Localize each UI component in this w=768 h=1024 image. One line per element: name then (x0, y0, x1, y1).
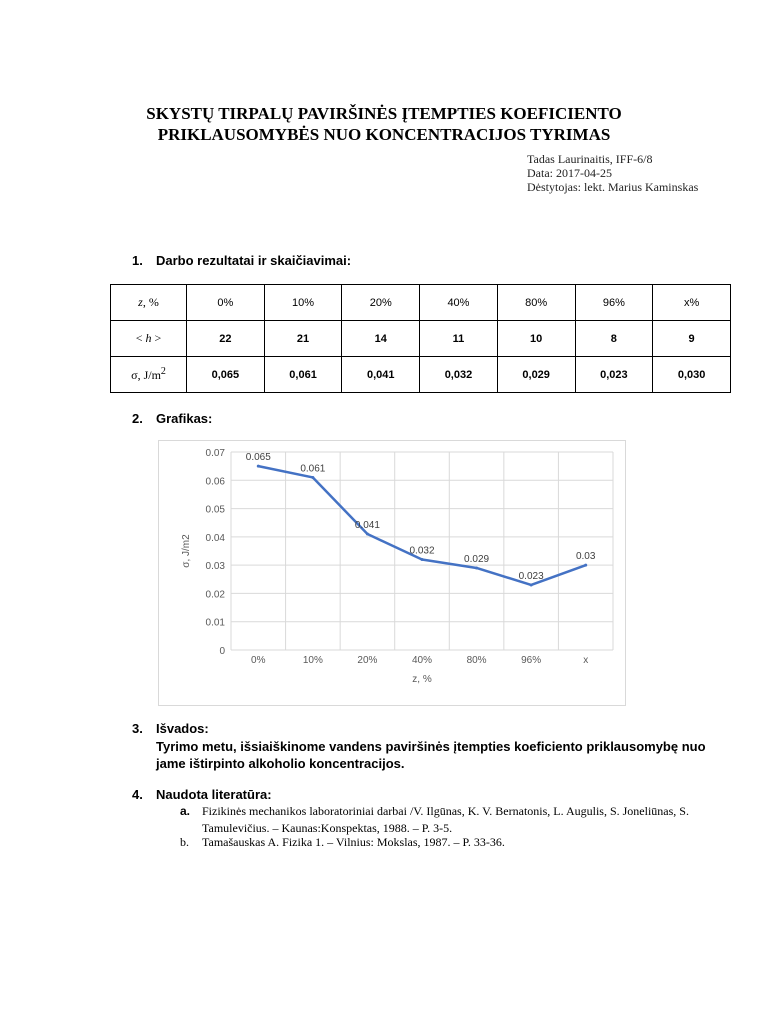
author-name: Tadas Laurinaitis, IFF-6/8 (527, 152, 653, 166)
table-row-sigma (111, 357, 731, 393)
table-cell: 0% (187, 285, 265, 321)
results-table (110, 284, 731, 393)
x-tick-label: 10% (302, 655, 323, 666)
section-label: Grafikas: (156, 411, 213, 426)
table-cell: 20% (342, 285, 420, 321)
section-references-heading (132, 787, 272, 802)
row-header-height: < h > (111, 321, 187, 357)
section-number: 2. (132, 411, 143, 426)
y-tick-label: 0.06 (205, 476, 225, 488)
y-tick-label: 0.04 (205, 532, 225, 544)
line-chart (159, 441, 625, 705)
table-row-concentration (111, 285, 731, 321)
data-point (421, 558, 424, 561)
reference-item (180, 803, 732, 837)
author-info (527, 152, 698, 194)
x-tick-label: x (583, 655, 589, 666)
table-cell: 0,065 (187, 357, 265, 393)
table-cell: 0,030 (653, 357, 731, 393)
data-point (311, 476, 314, 479)
y-tick-label: 0.02 (205, 589, 225, 601)
row-header-concentration: z, % (111, 285, 187, 321)
x-tick-label: 20% (357, 655, 378, 666)
x-tick-label: 0% (251, 655, 266, 666)
table-cell: 21 (264, 321, 342, 357)
data-label: 0.061 (300, 463, 326, 475)
table-cell: 0,061 (264, 357, 342, 393)
section-label: Darbo rezultatai ir skaičiavimai: (156, 253, 352, 268)
conclusion-text: Tyrimo metu, išsiaiškinome vandens paviršinės įtempties koeficiento priklausomybę nuo jame ištirpinto alkoholio koncentracijos. (156, 739, 706, 771)
reference-text: Tamašauskas A. Fizika 1. – Vilnius: Mokslas, 1987. – P. 33-36. (202, 835, 505, 849)
lecturer-name: Dėstytojas: lekt. Marius Kaminskas (527, 180, 699, 194)
document-title (0, 103, 768, 145)
row-header-sigma: σ, $J/m^2$ (111, 357, 187, 393)
data-label: 0.03 (575, 551, 596, 563)
chart-container (158, 440, 626, 706)
y-tick-label: 0.05 (205, 504, 225, 516)
reference-label: b. (180, 835, 189, 849)
section-results-heading (132, 253, 351, 268)
x-axis-title: z, % (412, 674, 432, 685)
data-label: 0.032 (409, 545, 435, 557)
x-tick-label: 96% (521, 655, 542, 666)
report-date: Data: 2017-04-25 (527, 166, 612, 180)
section-chart-heading (132, 411, 212, 426)
table-cell: 8 (575, 321, 653, 357)
section-label: Išvados: (156, 721, 209, 736)
data-label: 0.041 (354, 520, 380, 532)
reference-label: a. (180, 804, 191, 818)
table-cell: 11 (420, 321, 498, 357)
table-row-height (111, 321, 731, 357)
y-tick-label: 0 (219, 646, 225, 657)
table-cell: 0,032 (420, 357, 498, 393)
section-label: Naudota literatūra: (156, 787, 272, 802)
data-point (475, 566, 478, 569)
title-line-2: PRIKLAUSOMYBĖS NUO KONCENTRACIJOS TYRIMAS (157, 125, 611, 144)
table-cell: 80% (497, 285, 575, 321)
table-cell: 0,023 (575, 357, 653, 393)
series-line (258, 466, 585, 585)
table-cell: 96% (575, 285, 653, 321)
table-cell: x% (653, 285, 731, 321)
table-cell: 9 (653, 321, 731, 357)
table-cell: 40% (420, 285, 498, 321)
x-tick-label: 40% (411, 655, 433, 666)
y-tick-label: 0.07 (205, 448, 225, 459)
section-number: 4. (132, 787, 143, 802)
data-point (257, 465, 260, 468)
data-point (530, 583, 533, 586)
data-label: 0.065 (245, 452, 271, 464)
table-cell: 0,041 (342, 357, 420, 393)
data-point (366, 533, 369, 536)
table-cell: 22 (187, 321, 265, 357)
data-label: 0.023 (518, 570, 544, 582)
reference-item (180, 834, 732, 851)
section-conclusions-heading (132, 721, 209, 736)
data-point (584, 564, 587, 567)
section-number: 1. (132, 253, 143, 268)
y-tick-label: 0.01 (205, 617, 225, 629)
table-cell: 0,029 (497, 357, 575, 393)
data-label: 0.029 (464, 553, 490, 565)
x-tick-label: 80% (466, 655, 487, 666)
table-cell: 10% (264, 285, 342, 321)
table-cell: 14 (342, 321, 420, 357)
section-number: 3. (132, 721, 143, 736)
title-line-1: SKYSTŲ TIRPALŲ PAVIRŠINĖS ĮTEMPTIES KOEFICIENTO (146, 104, 622, 123)
y-tick-label: 0.03 (205, 561, 225, 573)
reference-text: Fizikinės mechanikos laboratoriniai darbai /V. Ilgūnas, K. V. Bernatonis, L. Augulis, S. Joneliūnas, S. Tamulevičius. – Kaunas:Konspektas, 1988. – P. 3-5. (202, 804, 689, 835)
y-axis-title: σ, J/m2 (181, 534, 192, 568)
table-cell: 10 (497, 321, 575, 357)
